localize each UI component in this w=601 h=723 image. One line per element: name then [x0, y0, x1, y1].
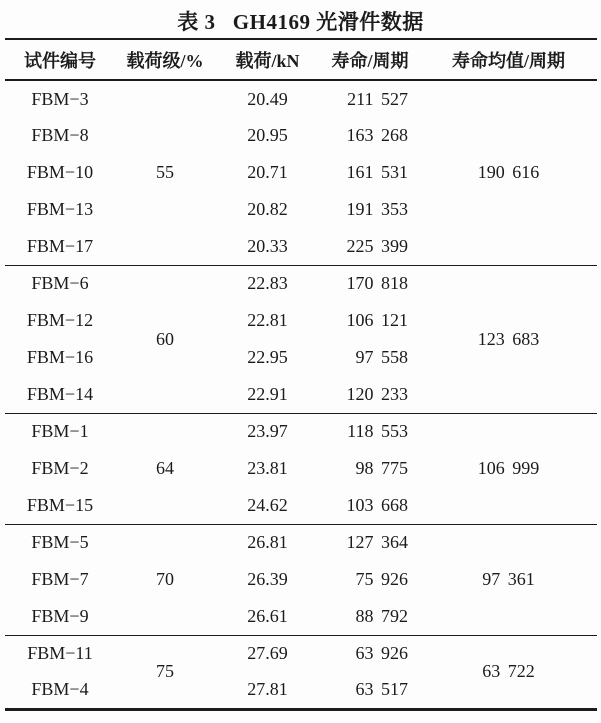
specimen-id-cell: FBM−4	[31, 679, 89, 700]
load-cell: 20.95	[247, 125, 288, 145]
specimen-id-cell: FBM−17	[26, 235, 94, 256]
specimen-id-cell: FBM−13	[26, 199, 94, 219]
mean-life-cell: 106 999	[477, 458, 540, 478]
load-cell: 20.33	[247, 235, 288, 256]
specimen-id-cell: FBM−10	[26, 162, 94, 182]
specimen-id-cell: FBM−8	[31, 125, 89, 145]
specimen-id-cell: FBM−5	[31, 532, 89, 553]
header-row	[5, 39, 597, 80]
table-caption: 表 3 GH4169 光滑件数据	[177, 10, 424, 34]
gh4169-data-table	[5, 38, 597, 711]
life-cell: 120 233	[346, 383, 408, 404]
specimen-id-cell: FBM−9	[31, 605, 89, 626]
specimen-id-cell: FBM−3	[31, 88, 89, 109]
mean-life-cell: 97 361	[482, 569, 535, 589]
load-group-75	[5, 635, 597, 709]
specimen-id-cell: FBM−1	[31, 421, 89, 442]
life-cell: 118 553	[347, 421, 408, 442]
life-cell: 63 517	[355, 679, 408, 700]
load-cell: 22.95	[247, 347, 288, 367]
life-cell: 98 775	[355, 458, 408, 478]
mean-life-cell: 190 616	[477, 162, 540, 183]
table-row	[5, 265, 597, 302]
life-cell: 225 399	[346, 235, 408, 256]
header-load: 载荷/kN	[215, 39, 320, 80]
load-cell: 20.82	[247, 199, 288, 219]
specimen-id-cell: FBM−2	[31, 458, 89, 478]
header-life: 寿命/周期	[320, 39, 420, 80]
header-mean-life: 寿命均值/周期	[420, 39, 597, 80]
life-cell: 88 792	[355, 605, 408, 626]
load-cell: 27.69	[247, 643, 288, 664]
load-cell: 23.81	[247, 458, 288, 478]
specimen-id-cell: FBM−14	[26, 383, 94, 404]
mean-life-cell: 123 683	[477, 328, 540, 349]
life-cell: 191 353	[346, 199, 408, 219]
load-level-cell: 70	[156, 569, 174, 589]
specimen-id-cell: FBM−6	[31, 273, 89, 294]
load-cell: 22.81	[247, 310, 288, 330]
specimen-id-cell: FBM−16	[26, 347, 94, 367]
load-cell: 24.62	[247, 494, 288, 515]
load-cell: 26.81	[247, 532, 288, 553]
life-cell: 163 268	[346, 125, 408, 145]
load-cell: 23.97	[247, 421, 288, 442]
life-cell: 103 668	[346, 494, 408, 515]
table-row	[5, 635, 597, 672]
life-cell: 63 926	[355, 643, 408, 664]
specimen-id-cell: FBM−15	[26, 494, 94, 515]
load-group-60	[5, 265, 597, 413]
load-level-cell: 55	[156, 162, 174, 183]
life-cell: 106 121	[346, 310, 408, 330]
life-cell: 170 818	[346, 273, 408, 294]
load-cell: 20.71	[247, 162, 288, 182]
life-cell: 127 364	[346, 532, 408, 553]
load-level-cell: 64	[156, 458, 174, 478]
load-level-cell: 75	[156, 661, 174, 681]
life-cell: 97 558	[355, 347, 408, 367]
load-group-64	[5, 413, 597, 524]
table-row	[5, 80, 597, 117]
load-cell: 22.83	[247, 273, 288, 294]
header-load-level: 载荷级/%	[115, 39, 215, 80]
mean-life-cell: 63 722	[482, 661, 535, 681]
load-group-55	[5, 80, 597, 265]
load-cell: 22.91	[247, 383, 288, 404]
load-cell: 27.81	[247, 679, 288, 700]
load-cell: 26.61	[247, 605, 288, 626]
load-cell: 26.39	[247, 569, 288, 589]
table-row	[5, 413, 597, 450]
header-specimen-id: 试件编号	[5, 39, 115, 80]
life-cell: 75 926	[355, 569, 408, 589]
load-group-70	[5, 524, 597, 635]
life-cell: 161 531	[346, 162, 408, 182]
specimen-id-cell: FBM−12	[26, 310, 94, 330]
specimen-id-cell: FBM−11	[27, 643, 93, 664]
load-level-cell: 60	[156, 328, 174, 349]
specimen-id-cell: FBM−7	[31, 569, 89, 589]
table-row	[5, 524, 597, 561]
load-cell: 20.49	[247, 88, 288, 109]
table-header	[5, 39, 597, 80]
life-cell: 211 527	[347, 88, 408, 109]
